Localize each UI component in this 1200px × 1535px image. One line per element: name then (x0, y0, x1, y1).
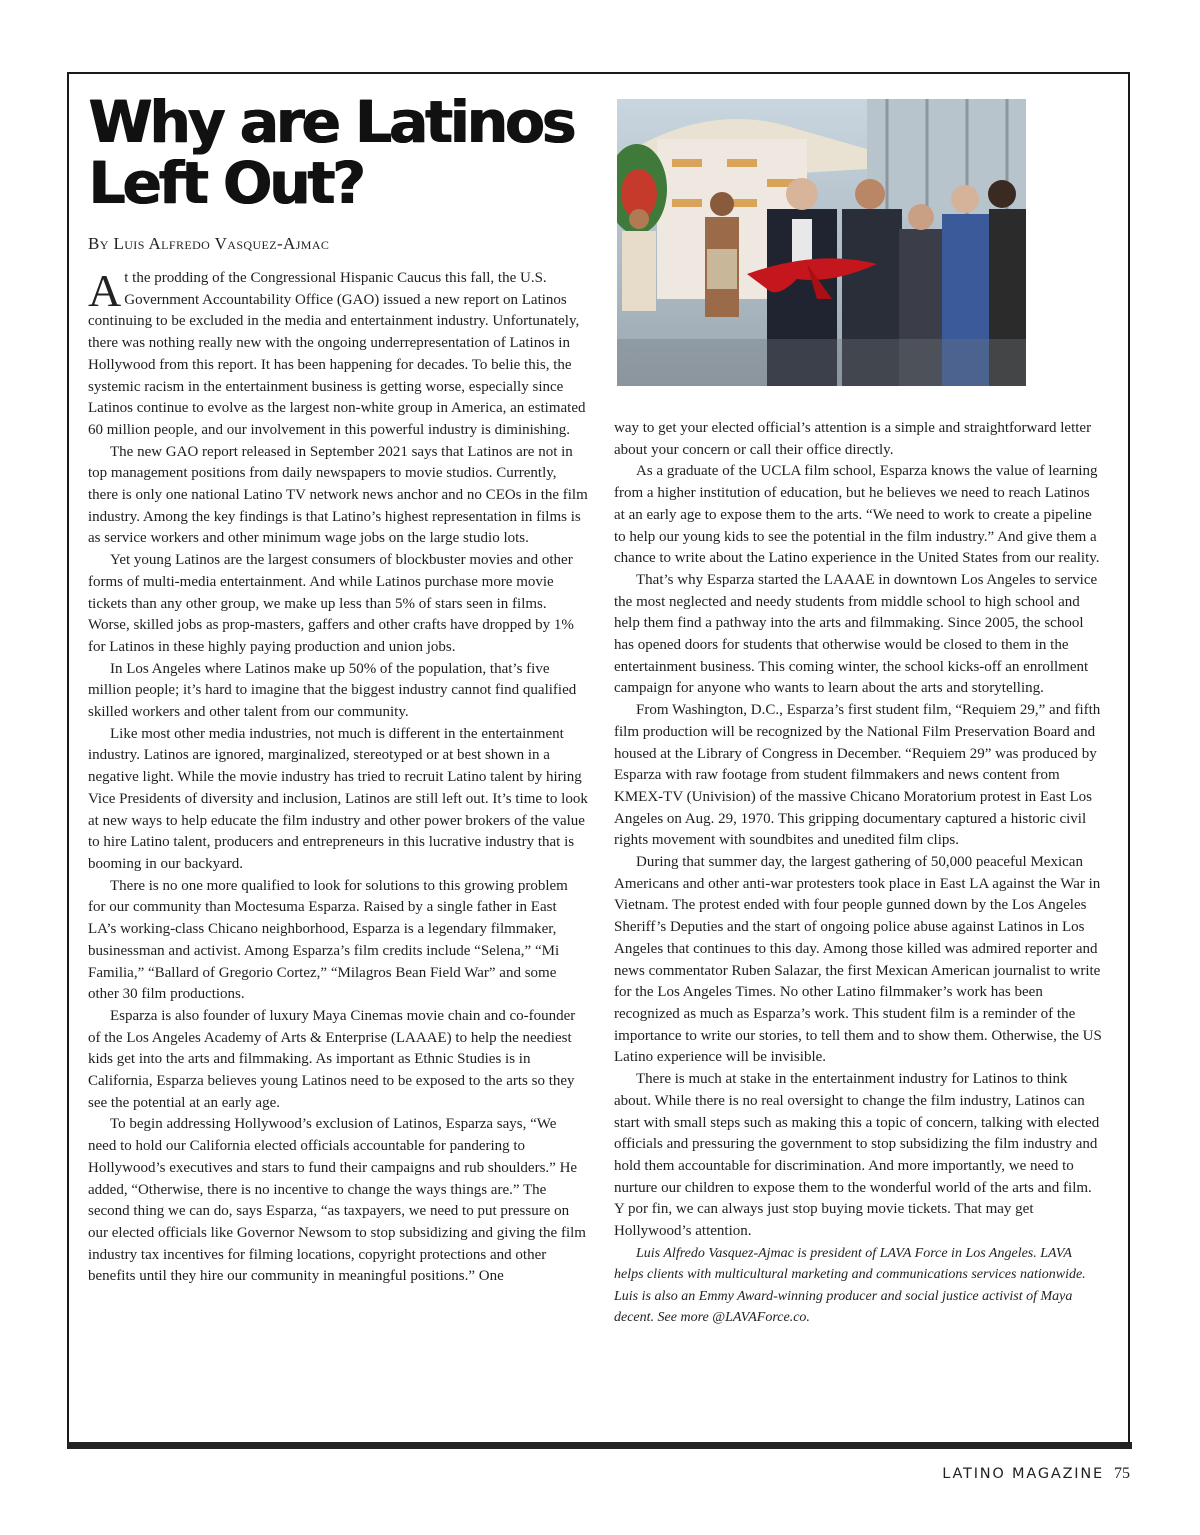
ribbon-cutting-photo (617, 99, 1026, 386)
paragraph-1 (88, 265, 588, 442)
headline-line-1: Why are Latinos (88, 88, 573, 156)
photo-illustration (617, 99, 1026, 386)
paragraph-4: In Los Angeles where Latinos make up 50% of the population, that’s five million people; it’s hard to imagine that the biggest industry cannot find qualified skilled workers and other talent from our community. (88, 660, 577, 721)
paragraph-6: There is no one more qualified to look for solutions to this growing problem for our community than Moctesuma Esparza. Raised by a single father in East LA’s working-class Chicano neighborhood, Esparza is a legendary filmmaker, businessman and activist. Among Esparza’s film credits include “Selena,” “Mi Familia,” “Ballard of Gregorio Cortez,” “Milagros Bean Field War” and some other 30 film productions. (88, 877, 568, 1003)
paragraph-7: Esparza is also founder of luxury Maya Cinemas movie chain and co-founder of the Los Angeles Academy of Arts & Enterprise (LAAAE) to help the neediest kids get into the arts and filmmaking. As important as Ethnic Studies is in California, Esparza believes young Latinos need to be exposed to the arts so they see the potential at an early age. (88, 1007, 576, 1111)
paragraph-12: From Washington, D.C., Esparza’s first student film, “Requiem 29,” and fifth film production will be recognized by the National Film Preservation Board and housed at the Library of Congress in December. “Requiem 29” was produced by Esparza with raw footage from student filmmakers and news content from KMEX-TV (Univision) of the massive Chicano Moratorium protest in East Los Angeles on Aug. 29, 1970. This gripping documentary captured a historic civil rights movement with soundbites and unedited film clips. (614, 702, 1101, 849)
publication-name: LATINO MAGAZINE (942, 1466, 1104, 1482)
paragraph-9: way to get your elected official’s attention is a simple and straightforward letter about your concern or call their office directly. (614, 420, 1092, 458)
author-bio: Luis Alfredo Vasquez-Ajmac is president of LAVA Force in Los Angeles. LAVA helps clients with multicultural marketing and communications services nationwide. Luis is also an Emmy Award-winning producer and social justice activist of Maya decent. See more @LAVAForce.co. (614, 1245, 1086, 1326)
paragraph-8: To begin addressing Hollywood’s exclusion of Latinos, Esparza says, “We need to hold our California elected officials accountable for pandering to Hollywood’s executives and stars to fund their campaigns and rub shoulders.” He added, “Otherwise, there is no incentive to change the ways things are.” The second thing we can do, says Esparza, “as taxpayers, we need to put pressure on our elected officials like Governor Newsom to stop subsidizing and giving the film industry tax incentives for filming locations, copyright protections and other benefits until they hire our community in meaningful positions.” One (88, 1116, 586, 1285)
page-number: 75 (1114, 1465, 1130, 1482)
paragraph-10: As a graduate of the UCLA film school, Esparza knows the value of learning from a higher institution of education, but he believes we need to reach Latinos at an early age to expose them to the arts. “We need to work to create a pipeline to help our young kids to see the potential in the film industry.” And give them a chance to write about the Latino experience in the United States from our reality. (614, 463, 1100, 567)
paragraph-2: The new GAO report released in September 2021 says that Latinos are not in top management positions from daily newspapers to movie studios. Currently, there is only one national Latino TV network news anchor and no CEOs in the film industry. Among the key findings is that Latino’s highest representation in films is as service workers and other minimum wage jobs on the large studio lots. (88, 443, 588, 547)
left-column (88, 88, 588, 1288)
headline (88, 88, 608, 217)
right-column (614, 418, 1104, 1329)
paragraph-3: Yet young Latinos are the largest consumers of blockbuster movies and other forms of multi-media entertainment. And while Latinos purchase more movie tickets than any other group, we make up less than 5% of stars seen in films. Worse, skilled jobs as prop-masters, gaffers and other crafts have dropped by 1% for Latinos in these highly paying production and union jobs. (88, 552, 574, 655)
page-footer (942, 1465, 1130, 1483)
drop-cap: A (88, 265, 122, 316)
byline: By Luis Alfredo Vasquez-Ajmac (88, 234, 330, 253)
paragraph-14: There is much at stake in the entertainment industry for Latinos to think about. While there is no real oversight to change the film industry, Latinos can start with small steps such as making this a topic of concern, talking with elected officials and pressuring the government to stop subsidizing the film industry and hold them accountable for discrimination. And more importantly, we need to nurture our children to expose them to the wonderful world of the arts and film. Y por fin, we can always just stop buying movie tickets. That may get Hollywood’s attention. (614, 1071, 1100, 1240)
frame-bottom-rule (67, 1442, 1132, 1449)
paragraph-5: Like most other media industries, not much is different in the entertainment industry. Latinos are ignored, marginalized, stereotyped or at best shown in a negative light. While the movie industry has tried to recruit Latino talent by hiring Vice Presidents of diversity and inclusion, Latinos are still left out. It’s time to look at new ways to help educate the film industry and other power brokers of the value to hire Latino talent, producers and entrepreneurs in this lucrative industry that is booming in our backyard. (88, 725, 588, 872)
paragraph-1-text: t the prodding of the Congressional Hispanic Caucus this fall, the U.S. Government Accountability Office (GAO) issued a new report on Latinos continuing to be excluded in the media and entertainment industry. Unfortunately, there was nothing really new with the ongoing underrepresentation of Latinos in Hollywood from this report. It has been happening for decades. To belie this, the systemic racism in the entertainment business is getting worse, especially since Latinos continue to evolve as the largest non-white group in America, an estimated 60 million people, and our involvement in this powerful industry is diminishing. (88, 270, 586, 438)
headline-line-2: Left Out? (88, 149, 363, 217)
paragraph-13: During that summer day, the largest gathering of 50,000 peaceful Mexican Americans and other anti-war protesters took place in East LA against the War in Vietnam. The protest ended with four people gunned down by the Los Angeles Sheriff’s Deputies and the start of ongoing police abuse against Latinos in Los Angeles that continues to this day. Among those killed was admired reporter and news commentator Ruben Salazar, the first Mexican American journalist to write for the Los Angeles Times. No other Latino filmmaker’s work has been recognized as much as Esparza’s work. This student film is a reminder of the importance to write our stories, to tell them and to show them. Otherwise, the US Latino experience will be invisible. (614, 854, 1102, 1066)
paragraph-11: That’s why Esparza started the LAAAE in downtown Los Angeles to service the most neglected and needy students from middle school to high school and help them find a pathway into the arts and filmmaking. Since 2005, the school has opened doors for students that otherwise would be closed to them in the entertainment business. This coming winter, the school kicks-off an enrollment campaign for anyone who wants to learn about the arts and storytelling. (614, 571, 1098, 697)
